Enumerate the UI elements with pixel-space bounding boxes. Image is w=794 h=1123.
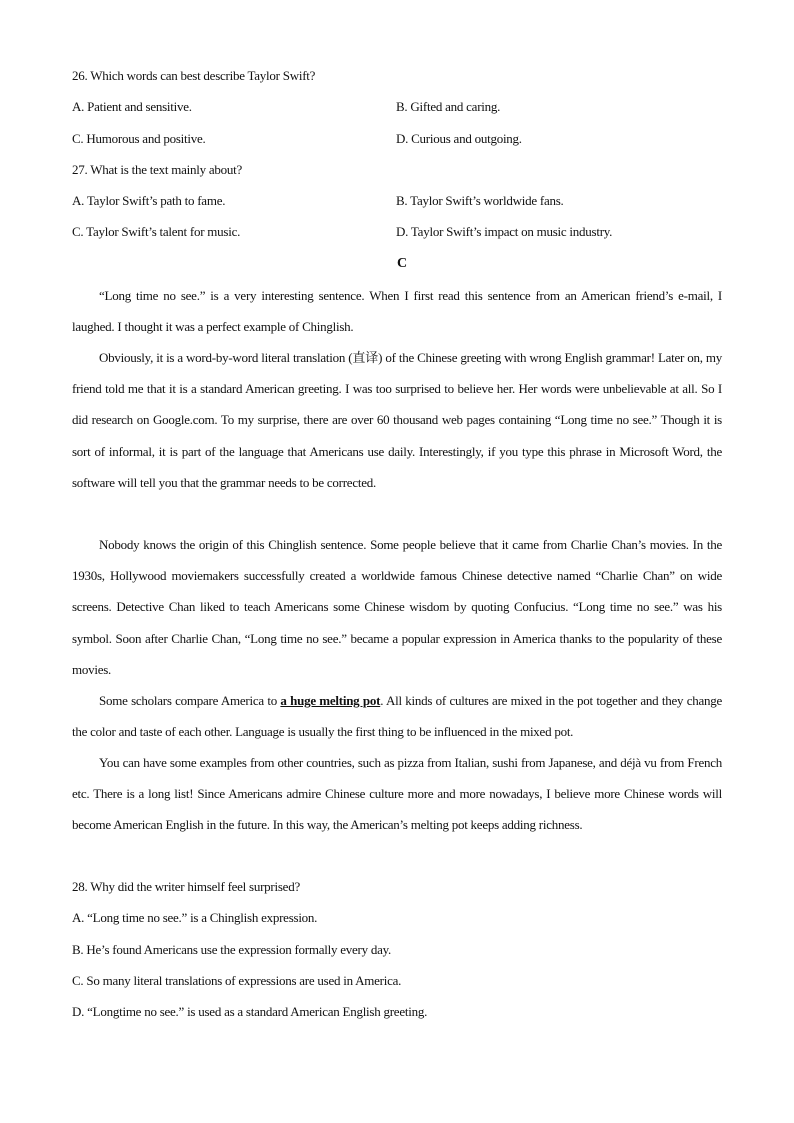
question-26: 26. Which words can best describe Taylor Swift? (72, 68, 316, 83)
q28-option-a[interactable]: A. “Long time no see.” is a Chinglish expression. (72, 910, 318, 925)
paragraph-4-text-before: Some scholars compare America to (99, 693, 281, 708)
paragraph-3-text: Nobody knows the origin of this Chinglish sentence. Some people believe that it came from Charlie Chan’s movies. In the 1930s, Hollywood moviemakers successfully created a worldwide famous Chinese detective named “Charlie Chan” on wide screens. Detective Chan liked to teach Americans some Chinese wisdom by quoting Confucius. “Long time no see.” was his symbol. Soon after Charlie Chan, “Long time no see.” became a popular expression in America thanks to the popularity of these movies. (72, 537, 722, 677)
paragraph-2-text: Obviously, it is a word-by-word literal translation (直译) of the Chinese greeting with wrong English grammar! Later on, my friend told me that it is a standard American greeting. I was too surprised to believe her. Her words were unbelievable at all. So I did research on Google.com. To my surprise, there are over 60 thousand web pages containing “Long time no see.” Though it is sort of informal, it is part of the language that Americans use daily. Interestingly, if you type this phrase in Microsoft Word, the software will tell you that the grammar needs to be corrected. (72, 350, 722, 490)
melting-pot-highlight: a huge melting pot (280, 693, 381, 708)
q26-option-c[interactable]: C. Humorous and positive. (72, 131, 206, 146)
q28-option-b[interactable]: B. He’s found Americans use the expression formally every day. (72, 942, 392, 957)
q27-option-b[interactable]: B. Taylor Swift’s worldwide fans. (396, 193, 564, 208)
paragraph-5-text: You can have some examples from other countries, such as pizza from Italian, sushi from Japanese, and déjà vu from French etc. There is a long list! Since Americans admire Chinese culture more and more nowadays, I believe more Chinese words will become American English in the future. In this way, the American’s melting pot keeps adding richness. (72, 755, 722, 833)
q26-option-b[interactable]: B. Gifted and caring. (396, 99, 501, 114)
paragraph-4-text-after: . All kinds of cultures are mixed in the pot together and they change the color and taste of each other. Language is usually the first thing to be influenced in the mixed pot. (72, 693, 723, 740)
question-27: 27. What is the text mainly about? (72, 162, 242, 177)
q27-option-a[interactable]: A. Taylor Swift’s path to fame. (72, 193, 226, 208)
q28-option-c[interactable]: C. So many literal translations of expressions are used in America. (72, 973, 402, 988)
q27-option-d[interactable]: D. Taylor Swift’s impact on music industry. (396, 224, 613, 239)
passage-paragraph-4 (72, 685, 722, 747)
passage-paragraph-2 (72, 342, 722, 498)
q26-option-a[interactable]: A. Patient and sensitive. (72, 99, 192, 114)
paragraph-1-text: “Long time no see.” is a very interesting sentence. When I first read this sentence from an American friend’s e-mail, I laughed. I thought it was a perfect example of Chinglish. (72, 288, 722, 335)
q27-option-c[interactable]: C. Taylor Swift’s talent for music. (72, 224, 241, 239)
passage-heading: C (397, 256, 407, 271)
question-28: 28. Why did the writer himself feel surprised? (72, 879, 300, 894)
passage-paragraph-1 (72, 280, 722, 342)
q26-option-d[interactable]: D. Curious and outgoing. (396, 131, 522, 146)
passage-paragraph-5 (72, 747, 722, 841)
passage-paragraph-3 (72, 529, 722, 685)
q28-option-d[interactable]: D. “Longtime no see.” is used as a standard American English greeting. (72, 1004, 428, 1019)
